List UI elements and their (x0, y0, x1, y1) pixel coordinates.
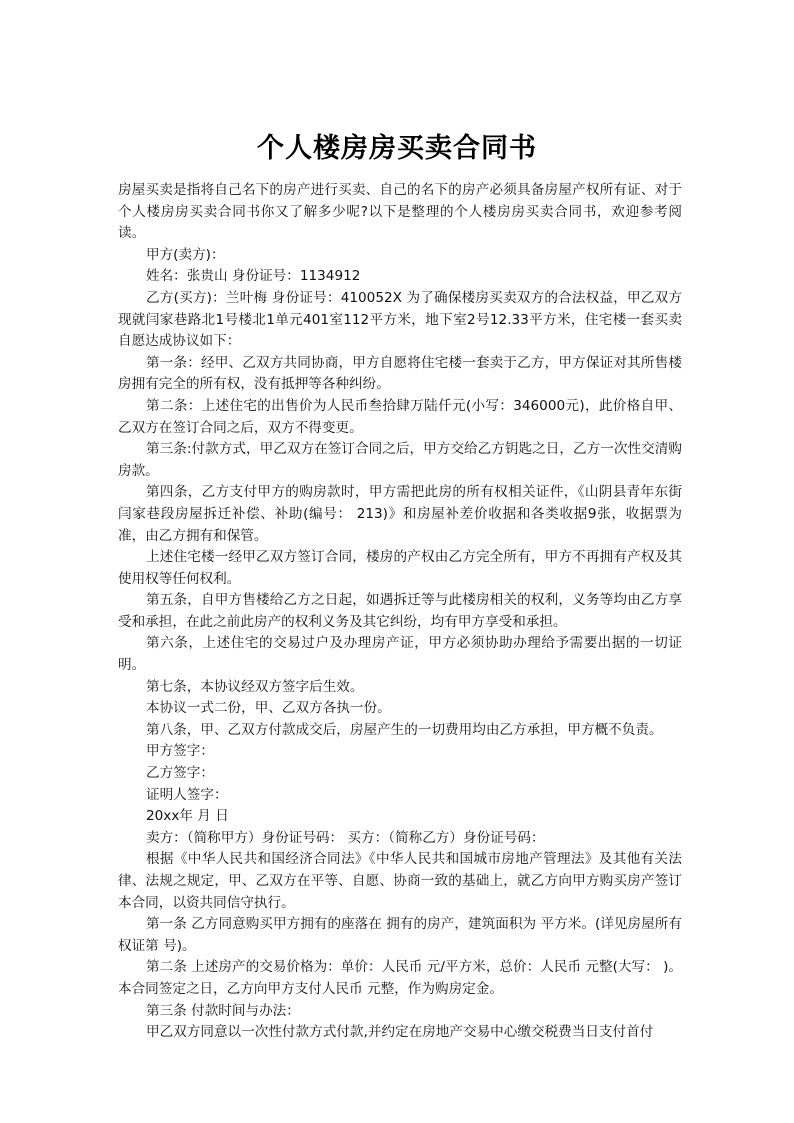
paragraph: 第四条，乙方支付甲方的购房款时，甲方需把此房的所有权相关证件，《山阴县青年东街闫家巷段房屋拆迁补偿、补助(编号： 213)》和房屋补差价收据和各类收据9张，收据票为准，由乙方拥有和保管。 (118, 484, 682, 544)
document-title: 个人楼房房买卖合同书 (257, 133, 537, 164)
paragraph: 第六条，上述住宅的交易过户及办理房产证，甲方必须协助办理给予需要出据的一切证明。 (118, 635, 682, 674)
paragraph: 第二条 上述房产的交易价格为：单价：人民币 元/平方米，总价：人民币 元整(大写： )。本合同签定之日，乙方向甲方支付人民币 元整，作为购房定金。 (118, 959, 682, 997)
paragraph: 乙方签字： (146, 765, 214, 782)
paragraph: 第三条 付款时间与办法： (146, 1002, 300, 1019)
paragraph: 甲方签字： (146, 743, 214, 760)
paragraph: 本协议一式二份，甲、乙双方各执一份。 (146, 700, 391, 717)
paragraph: 第五条，自甲方售楼给乙方之日起，如遇拆迁等与此楼房相关的权利，义务等均由乙方享受和承担，在此之前此房产的权利义务及其它纠纷，均有甲方享受和承担。 (118, 592, 682, 630)
paragraph: 证明人签字： (146, 786, 228, 803)
paragraph: 上述住宅楼一经甲乙双方签订合同，楼房的产权由乙方完全所有，甲方不再拥有产权及其使用权等任何权利。 (118, 549, 682, 587)
paragraph: 第二条：上述住宅的出售价为人民币叁拾肆万陆仟元(小写：346000元)，此价格自甲、乙双方在签订合同之后，双方不得变更。 (118, 397, 682, 436)
paragraph: 甲乙双方同意以一次性付款方式付款,并约定在房地产交易中心缴交税费当日支付首付 (146, 1024, 654, 1041)
paragraph: 甲方(卖方)： (146, 246, 225, 263)
paragraph: 卖方：（简称甲方）身份证号码： 买方：（简称乙方）身份证号码： (146, 829, 545, 846)
paragraph: 第七条，本协议经双方签字后生效。 (146, 678, 364, 695)
document-body (118, 180, 682, 1044)
paragraph: 第八条，甲、乙双方付款成交后，房屋产生的一切费用均由乙方承担，甲方概不负责。 (146, 721, 663, 738)
paragraph: 乙方(买方)：兰叶梅 身份证号：410052X 为了确保楼房买卖双方的合法权益，甲乙双方现就闫家巷路北1号楼北1单元401室112平方米，地下室2号12.33平方米，住宅楼一套买卖自愿达成协议如下： (118, 289, 682, 350)
paragraph: 第三条:付款方式，甲乙双方在签订合同之后，甲方交给乙方钥匙之日，乙方一次性交清购房款。 (118, 441, 682, 479)
paragraph: 20xx年 月 日 (146, 808, 229, 825)
paragraph: 第一条：经甲、乙双方共同协商，甲方自愿将住宅楼一套卖于乙方，甲方保证对其所售楼房拥有完全的所有权，没有抵押等各种纠纷。 (118, 354, 682, 393)
paragraph: 姓名：张贵山 身份证号：1134912 (146, 268, 361, 285)
paragraph: 第一条 乙方同意购买甲方拥有的座落在 拥有的房产，建筑面积为 平方米。(详见房屋所有权证第 号)。 (118, 916, 682, 954)
paragraph: 房屋买卖是指将自己名下的房产进行买卖、自己的名下的房产必须具备房屋产权所有证、对于个人楼房房买卖合同书你又了解多少呢?以下是整理的个人楼房房买卖合同书，欢迎参考阅读。 (118, 182, 682, 242)
paragraph: 根据《中华人民共和国经济合同法》《中华人民共和国城市房地产管理法》及其他有关法律、法规之规定，甲、乙双方在平等、自愿、协商一致的基础上，就乙方向甲方购买房产签订本合同，以资共同信守执行。 (118, 851, 682, 911)
